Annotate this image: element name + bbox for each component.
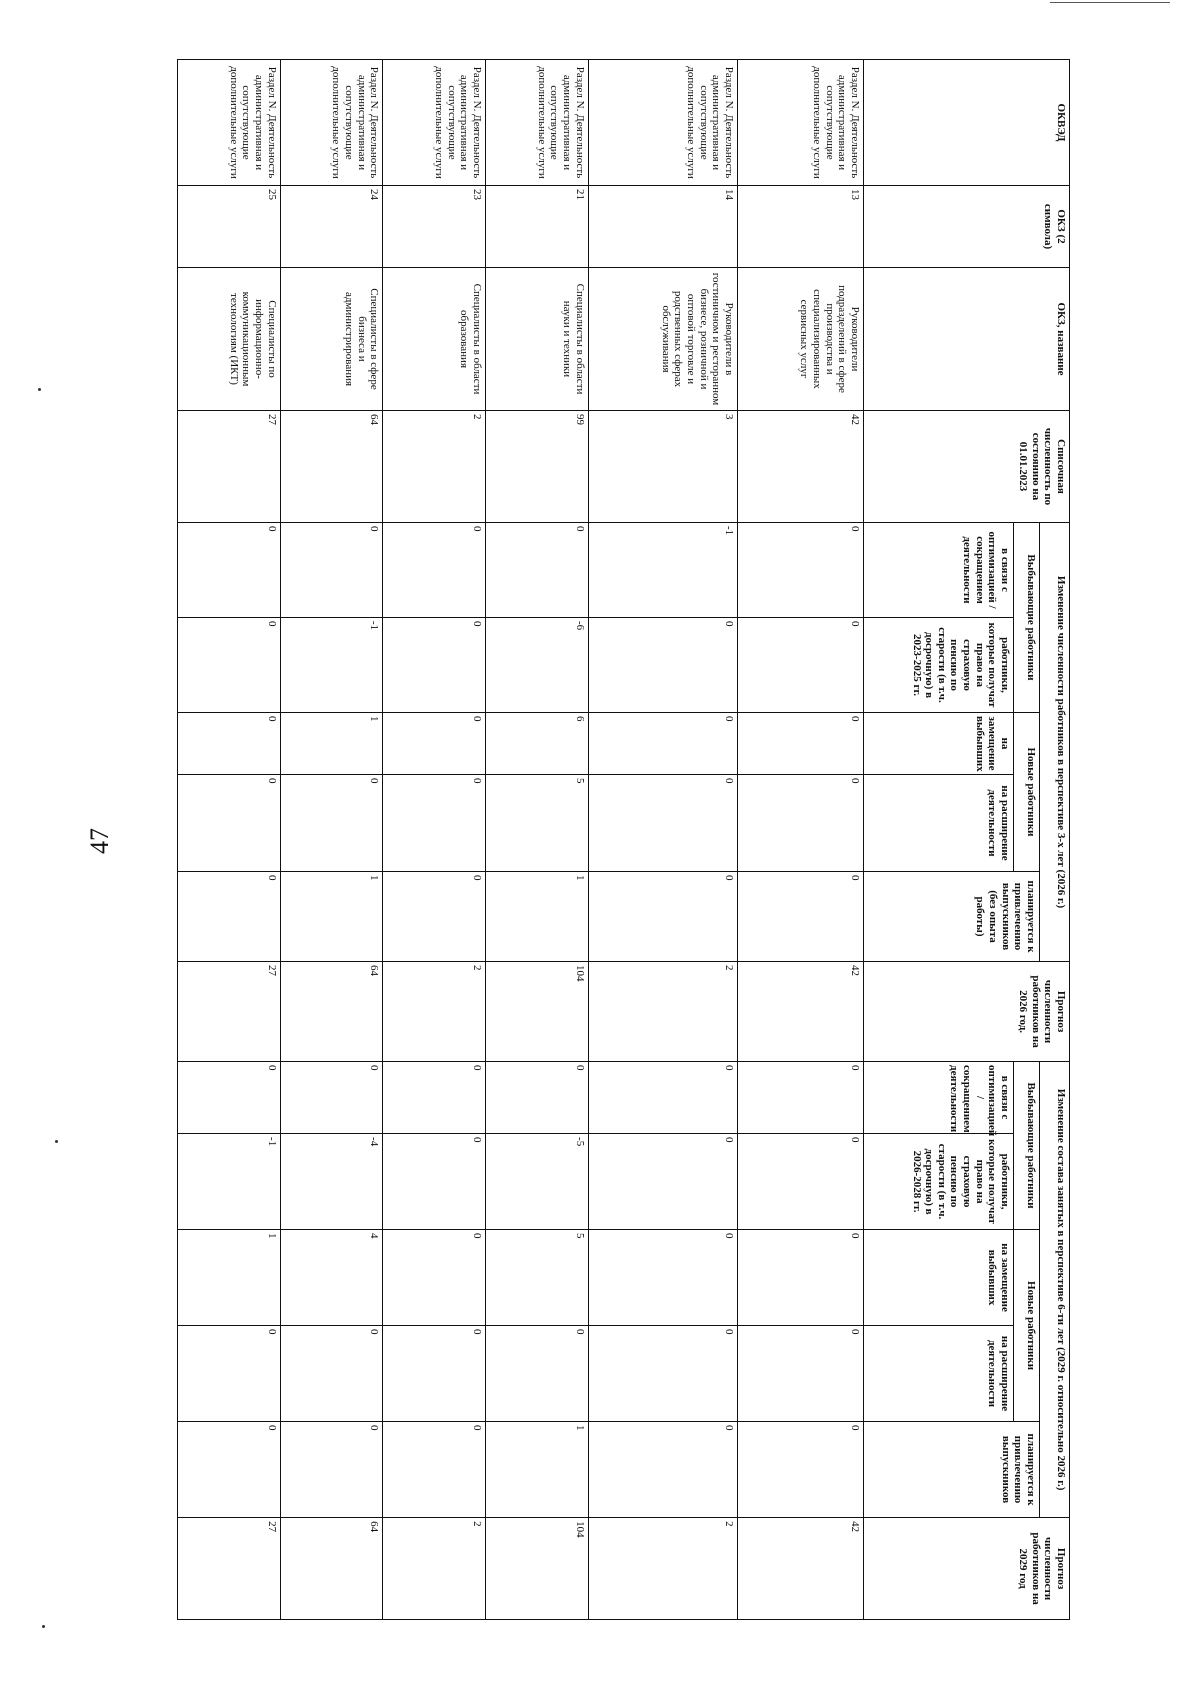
okz-code-cell: 21 xyxy=(486,186,589,268)
graduates-3yr-cell: 1 xyxy=(280,872,383,962)
new-expand-6yr-cell: 0 xyxy=(280,1326,383,1422)
leaving-pension-6yr-cell: 0 xyxy=(588,1134,737,1230)
okved-cell: Раздел N. Деятельность административная и сопутствующие дополнительные услуги xyxy=(178,60,281,186)
header-new-expand-3yr: на расширение деятельности xyxy=(864,775,1014,872)
leaving-opt-3yr-cell: 0 xyxy=(178,523,281,618)
graduates-6yr-cell: 0 xyxy=(588,1422,737,1518)
leaving-pension-3yr-cell: -6 xyxy=(486,618,589,713)
leaving-pension-6yr-cell: -5 xyxy=(486,1134,589,1230)
leaving-pension-6yr-cell: 0 xyxy=(738,1134,864,1230)
okved-cell: Раздел N. Деятельность административная и сопутствующие дополнительные услуги xyxy=(486,60,589,186)
headcount-2023-cell: 2 xyxy=(383,411,486,523)
leaving-opt-3yr-cell: -1 xyxy=(588,523,737,618)
okz-name-cell: Специалисты в области науки и техники xyxy=(486,268,589,411)
header-new-expand-6yr: на расширение деятельности xyxy=(864,1326,1014,1422)
headcount-2023-cell: 42 xyxy=(738,411,864,523)
graduates-3yr-cell: 1 xyxy=(486,872,589,962)
graduates-6yr-cell: 0 xyxy=(178,1422,281,1518)
okz-name-cell: Специалисты в области образования xyxy=(383,268,486,411)
okved-cell: Раздел N. Деятельность административная и сопутствующие дополнительные услуги xyxy=(738,60,864,186)
graduates-3yr-cell: 0 xyxy=(178,872,281,962)
okved-cell: Раздел N. Деятельность административная и сопутствующие дополнительные услуги xyxy=(588,60,737,186)
forecast-2026-cell: 64 xyxy=(280,962,383,1062)
page-number: 47 xyxy=(85,828,114,854)
headcount-2023-cell: 27 xyxy=(178,411,281,523)
new-replace-3yr-cell: 0 xyxy=(738,713,864,775)
new-replace-6yr-cell: 0 xyxy=(383,1230,486,1326)
okz-code-cell: 13 xyxy=(738,186,864,268)
forecast-2026-cell: 2 xyxy=(383,962,486,1062)
forecast-2029-cell: 2 xyxy=(588,1518,737,1620)
forecast-2029-cell: 27 xyxy=(178,1518,281,1620)
new-replace-6yr-cell: 1 xyxy=(178,1230,281,1326)
header-forecast-2026: Прогноз численности работников на 2026 год. xyxy=(864,962,1070,1062)
forecast-2029-cell: 104 xyxy=(486,1518,589,1620)
new-replace-6yr-cell: 0 xyxy=(738,1230,864,1326)
graduates-6yr-cell: 0 xyxy=(738,1422,864,1518)
header-forecast-2029: Прогноз численности работников на 2029 год xyxy=(864,1518,1070,1620)
new-replace-6yr-cell: 5 xyxy=(486,1230,589,1326)
header-change-3yr: Изменение численности работников в перспективе 3-х лет (2026 г.) xyxy=(1040,523,1070,962)
scan-edge-line xyxy=(1050,2,1170,3)
header-headcount-2023: Списочная численность по состоянию на 01.01.2023 xyxy=(864,411,1070,523)
graduates-6yr-cell: 0 xyxy=(280,1422,383,1518)
graduates-6yr-cell: 0 xyxy=(383,1422,486,1518)
okz-code-cell: 25 xyxy=(178,186,281,268)
header-change-6yr: Изменение состава занятых в перспективе 6-ти лет (2029 г. относительно 2026 г.) xyxy=(1040,1062,1070,1518)
leaving-opt-3yr-cell: 0 xyxy=(738,523,864,618)
new-replace-3yr-cell: 0 xyxy=(178,713,281,775)
leaving-pension-6yr-cell: -4 xyxy=(280,1134,383,1230)
table-body xyxy=(178,60,864,1620)
leaving-pension-6yr-cell: 0 xyxy=(383,1134,486,1230)
new-expand-3yr-cell: 0 xyxy=(178,775,281,872)
graduates-3yr-cell: 0 xyxy=(738,872,864,962)
okz-name-cell: Руководители в гостиничном и ресторанном бизнесе, розничной и оптовой торговле и родственных сферах обслуживания xyxy=(588,268,737,411)
new-expand-3yr-cell: 0 xyxy=(280,775,383,872)
forecast-2026-cell: 42 xyxy=(738,962,864,1062)
leaving-pension-3yr-cell: 0 xyxy=(383,618,486,713)
new-replace-3yr-cell: 6 xyxy=(486,713,589,775)
new-replace-6yr-cell: 0 xyxy=(588,1230,737,1326)
new-expand-6yr-cell: 0 xyxy=(383,1326,486,1422)
header-leaving-pension-6yr: работники, которые получат право на страховую пенсию по старости (в т.ч. досрочную) в 2026-2028 гг. xyxy=(864,1134,1014,1230)
rotated-table-container xyxy=(177,59,1070,1619)
leaving-opt-6yr-cell: 0 xyxy=(588,1062,737,1134)
header-okz-code: ОКЗ (2 символа) xyxy=(864,186,1070,268)
forecast-2029-cell: 2 xyxy=(383,1518,486,1620)
new-expand-6yr-cell: 0 xyxy=(588,1326,737,1422)
header-leaving-pension-3yr: работники, которые получат право на страховую пенсию по старости (в т.ч. досрочную) в 2023-2025 гг. xyxy=(864,618,1014,713)
header-leaving-3yr: Выбывающие работники xyxy=(1014,523,1040,713)
header-leaving-opt-6yr: в связи с оптимизацией / сокращением деятельности xyxy=(864,1062,1014,1134)
okz-name-cell: Специалисты по информационно-коммуникационным технологиям (ИКТ) xyxy=(178,268,281,411)
graduates-3yr-cell: 0 xyxy=(588,872,737,962)
new-expand-3yr-cell: 0 xyxy=(383,775,486,872)
leaving-pension-3yr-cell: -1 xyxy=(280,618,383,713)
new-replace-6yr-cell: 4 xyxy=(280,1230,383,1326)
header-new-6yr: Новые работники xyxy=(1014,1230,1040,1422)
header-okz-name: ОКЗ, название xyxy=(864,268,1070,411)
new-expand-3yr-cell: 5 xyxy=(486,775,589,872)
header-leaving-6yr: Выбывающие работники xyxy=(1014,1062,1040,1230)
headcount-2023-cell: 64 xyxy=(280,411,383,523)
leaving-opt-6yr-cell: 0 xyxy=(178,1062,281,1134)
forecast-2026-cell: 27 xyxy=(178,962,281,1062)
workforce-table xyxy=(177,59,1070,1620)
table-row xyxy=(178,60,281,1620)
new-replace-3yr-cell: 0 xyxy=(588,713,737,775)
header-graduates-3yr: планируется к привлечению выпускников (без опыта работы) xyxy=(864,872,1040,962)
header-new-replace-3yr: на замещение выбывших xyxy=(864,713,1014,775)
new-replace-3yr-cell: 1 xyxy=(280,713,383,775)
table-row xyxy=(588,60,737,1620)
okved-cell: Раздел N. Деятельность административная и сопутствующие дополнительные услуги xyxy=(280,60,383,186)
header-new-3yr: Новые работники xyxy=(1014,713,1040,872)
scan-speck xyxy=(55,1140,58,1143)
new-expand-6yr-cell: 0 xyxy=(738,1326,864,1422)
leaving-pension-6yr-cell: -1 xyxy=(178,1134,281,1230)
graduates-3yr-cell: 0 xyxy=(383,872,486,962)
forecast-2026-cell: 2 xyxy=(588,962,737,1062)
okz-name-cell: Руководители подразделений в сфере производства и специализированных сервисных услуг xyxy=(738,268,864,411)
graduates-6yr-cell: 1 xyxy=(486,1422,589,1518)
scan-speck xyxy=(38,388,41,391)
leaving-pension-3yr-cell: 0 xyxy=(738,618,864,713)
leaving-opt-3yr-cell: 0 xyxy=(383,523,486,618)
leaving-opt-3yr-cell: 0 xyxy=(486,523,589,618)
table-row xyxy=(738,60,864,1620)
leaving-opt-6yr-cell: 0 xyxy=(280,1062,383,1134)
leaving-pension-3yr-cell: 0 xyxy=(588,618,737,713)
okz-name-cell: Специалисты в сфере бизнеса и администрирования xyxy=(280,268,383,411)
new-expand-3yr-cell: 0 xyxy=(738,775,864,872)
headcount-2023-cell: 3 xyxy=(588,411,737,523)
header-leaving-opt-3yr: в связи с оптимизацией / сокращением деятельности xyxy=(864,523,1014,618)
forecast-2026-cell: 104 xyxy=(486,962,589,1062)
table-row xyxy=(383,60,486,1620)
forecast-2029-cell: 42 xyxy=(738,1518,864,1620)
okz-code-cell: 23 xyxy=(383,186,486,268)
okz-code-cell: 24 xyxy=(280,186,383,268)
new-replace-3yr-cell: 0 xyxy=(383,713,486,775)
header-new-replace-6yr: на замещение выбывших xyxy=(864,1230,1014,1326)
forecast-2029-cell: 64 xyxy=(280,1518,383,1620)
leaving-opt-3yr-cell: 0 xyxy=(280,523,383,618)
leaving-opt-6yr-cell: 0 xyxy=(738,1062,864,1134)
headcount-2023-cell: 99 xyxy=(486,411,589,523)
table-row xyxy=(486,60,589,1620)
header-okved: ОКВЭД xyxy=(864,60,1070,186)
okved-cell: Раздел N. Деятельность административная и сопутствующие дополнительные услуги xyxy=(383,60,486,186)
table-row xyxy=(280,60,383,1620)
leaving-opt-6yr-cell: 0 xyxy=(383,1062,486,1134)
leaving-opt-6yr-cell: 0 xyxy=(486,1062,589,1134)
leaving-pension-3yr-cell: 0 xyxy=(178,618,281,713)
new-expand-3yr-cell: 0 xyxy=(588,775,737,872)
scan-speck xyxy=(42,1625,45,1628)
new-expand-6yr-cell: 0 xyxy=(178,1326,281,1422)
okz-code-cell: 14 xyxy=(588,186,737,268)
new-expand-6yr-cell: 0 xyxy=(486,1326,589,1422)
header-graduates-6yr: планируется к привлечению выпускников xyxy=(864,1422,1040,1518)
